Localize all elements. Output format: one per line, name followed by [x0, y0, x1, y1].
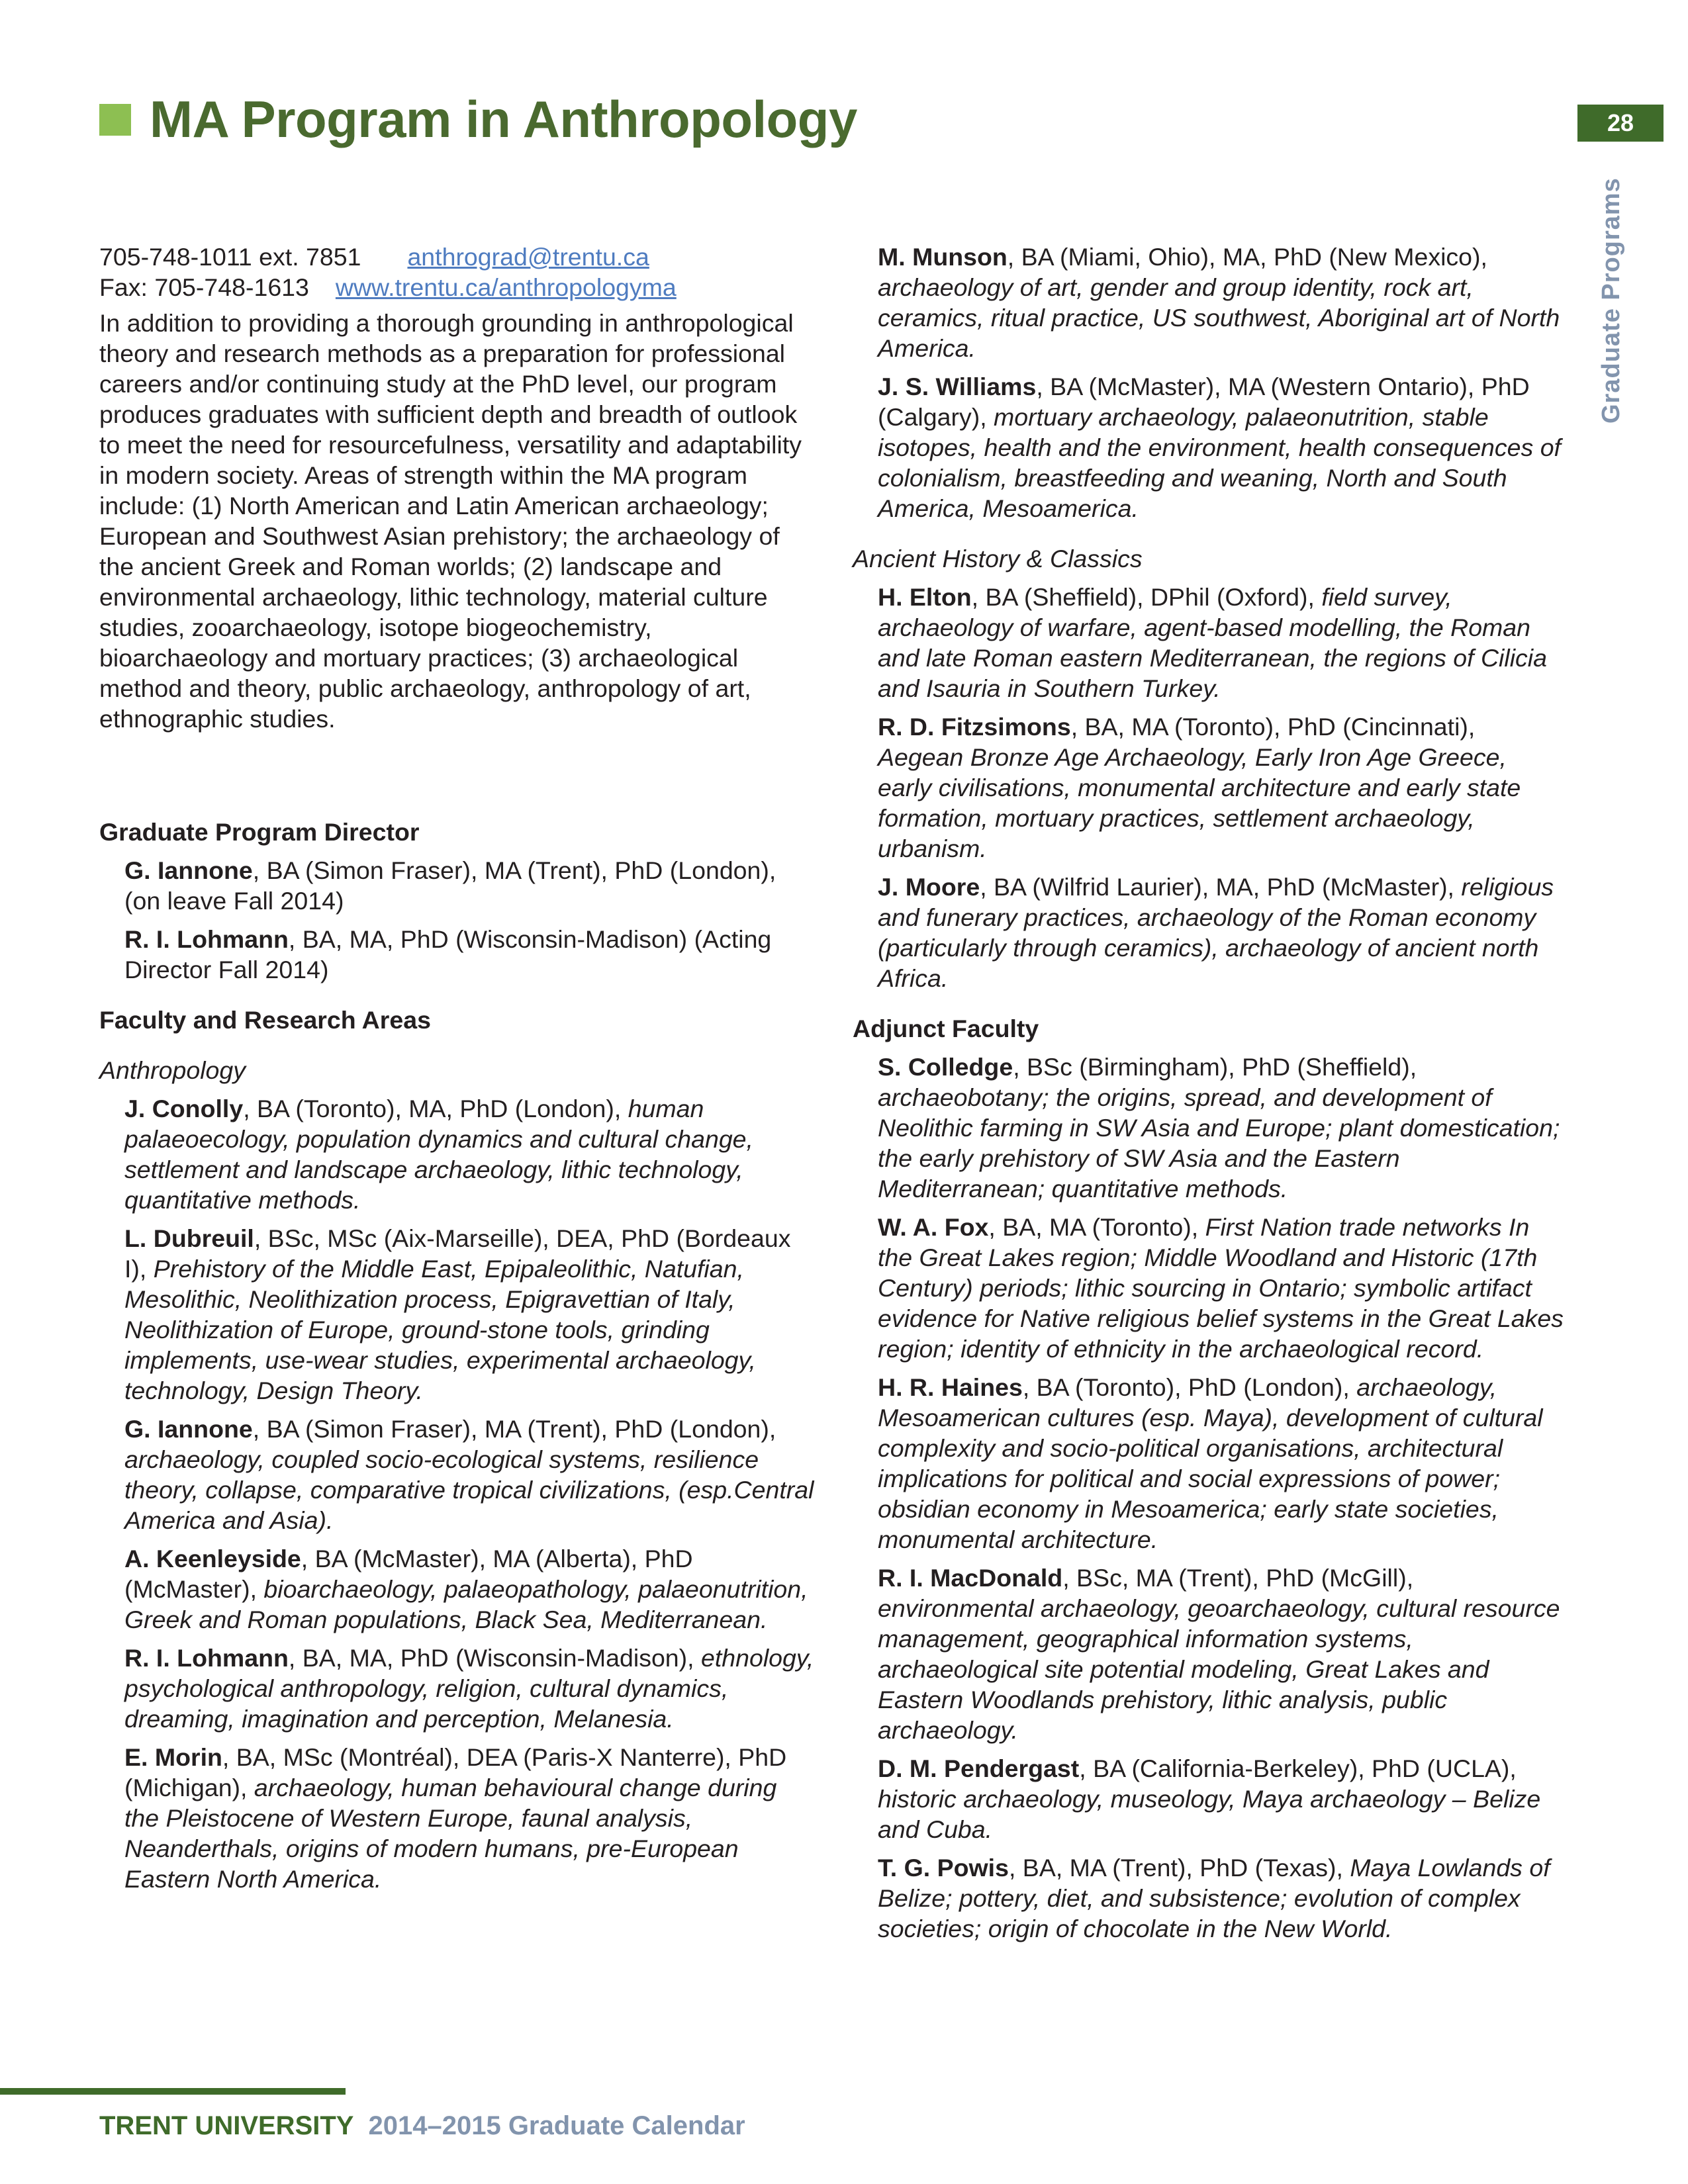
- faculty-credentials: , BA (Toronto), PhD (London),: [1022, 1373, 1357, 1401]
- faculty-entry: [878, 1052, 1564, 1204]
- faculty-name: J. Moore: [878, 873, 980, 901]
- faculty-entry: [878, 711, 1564, 864]
- faculty-research-areas: archaeology, human behavioural change during the Pleistocene of Western Europe, faunal analysis, Neanderthals, origins of modern humans, pre-European Eastern North America.: [124, 1774, 777, 1893]
- faculty-research-areas: Prehistory of the Middle East, Epipaleolithic, Natufian, Mesolithic, Neolithization process, Epigravettian of Italy, Neolithization of Europe, ground-stone tools, grinding implements, use-wear studies, experimental archaeology, technology, Design Theory.: [124, 1255, 756, 1404]
- faculty-entry: [878, 1852, 1564, 1944]
- faculty-entry: [124, 855, 818, 916]
- faculty-research-areas: archaeology of art, gender and group identity, rock art, ceramics, ritual practice, US southwest, Aboriginal art of North America.: [878, 273, 1560, 362]
- faculty-credentials: , BA (Wilfrid Laurier), MA, PhD (McMaster),: [980, 873, 1462, 901]
- faculty-entry: [124, 1414, 818, 1535]
- faculty-name: R. I. MacDonald: [878, 1564, 1063, 1592]
- faculty-entry: [124, 1643, 818, 1734]
- left-column: [99, 242, 818, 1894]
- faculty-name: S. Colledge: [878, 1053, 1013, 1081]
- faculty-credentials: , BA, MA, PhD (Wisconsin-Madison) (Acting Director Fall 2014): [124, 925, 772, 983]
- faculty-name: L. Dubreuil: [124, 1224, 254, 1252]
- faculty-name: R. I. Lohmann: [124, 1644, 289, 1672]
- director-heading: Graduate Program Director: [99, 818, 420, 846]
- faculty-entry: [124, 1093, 818, 1215]
- section-side-label: Graduate Programs: [1597, 177, 1625, 424]
- faculty-credentials: , BA (Toronto), MA, PhD (London),: [243, 1095, 628, 1122]
- contact-phone-line: [99, 242, 818, 272]
- faculty-research-areas: archaeology, Mesoamerican cultures (esp. Maya), development of cultural complexity and socio-political organisations, architectural implications for political and social expressions of power; obsidian economy in Mesoamerica; early state societies, monumental architecture.: [878, 1373, 1543, 1553]
- faculty-entry: [878, 582, 1564, 704]
- footer-calendar: 2014–2015 Graduate Calendar: [368, 2111, 745, 2140]
- anthropology-faculty-list: [99, 1093, 818, 1894]
- faculty-entry: [878, 371, 1564, 523]
- fax-number: Fax: 705-748-1613: [99, 273, 309, 301]
- faculty-research-areas: Aegean Bronze Age Archaeology, Early Iron Age Greece, early civilisations, monumental architecture and early state formation, mortuary practices, settlement archaeology, urbanism.: [878, 743, 1521, 862]
- footer: [99, 2111, 745, 2141]
- faculty-entry: [124, 1543, 818, 1635]
- faculty-research-areas: ethnology, psychological anthropology, religion, cultural dynamics, dreaming, imagination and perception, Melanesia.: [124, 1644, 814, 1733]
- faculty-name: G. Iannone: [124, 856, 253, 884]
- faculty-entry: [878, 1563, 1564, 1745]
- faculty-name: D. M. Pendergast: [878, 1754, 1080, 1782]
- faculty-credentials: , BA, MA (Toronto),: [988, 1213, 1205, 1241]
- email-link[interactable]: anthrograd@trentu.ca: [407, 243, 649, 271]
- faculty-credentials: , BA (Simon Fraser), MA (Trent), PhD (London),: [252, 1415, 776, 1443]
- adjunct-heading: Adjunct Faculty: [853, 1015, 1039, 1042]
- faculty-name: H. Elton: [878, 583, 972, 611]
- faculty-name: W. A. Fox: [878, 1213, 989, 1241]
- faculty-name: R. D. Fitzsimons: [878, 713, 1071, 741]
- right-column: [853, 242, 1564, 1944]
- faculty-entry: [124, 1742, 818, 1894]
- faculty-name: T. G. Powis: [878, 1854, 1009, 1882]
- faculty-credentials: , BSc (Birmingham), PhD (Sheffield),: [1013, 1053, 1417, 1081]
- phone-number: 705-748-1011 ext. 7851: [99, 243, 361, 271]
- faculty-credentials: , BA, MA, PhD (Wisconsin-Madison),: [288, 1644, 701, 1672]
- faculty-research-areas: mortuary archaeology, palaeonutrition, stable isotopes, health and the environment, health consequences of colonialism, breastfeeding and weaning, North and South America, Mesoamerica.: [878, 403, 1561, 522]
- faculty-credentials: , BA (McMaster), MA (Western Ontario), PhD (Calgary),: [878, 373, 1530, 431]
- faculty-credentials: , BA (California-Berkeley), PhD (UCLA),: [1079, 1754, 1517, 1782]
- faculty-credentials: , BA (McMaster), MA (Alberta), PhD (McMaster),: [124, 1545, 693, 1603]
- page-title-block: [99, 89, 857, 150]
- faculty-name: J. Conolly: [124, 1095, 244, 1122]
- faculty-heading: Faculty and Research Areas: [99, 1006, 431, 1034]
- page-title: MA Program in Anthropology: [150, 90, 857, 148]
- faculty-research-areas: human palaeoecology, population dynamics and cultural change, settlement and landscape archaeology, lithic technology, quantitative methods.: [124, 1095, 753, 1214]
- footer-rule: [0, 2088, 346, 2095]
- faculty-credentials: , BA, MSc (Montréal), DEA (Paris-X Nanterre), PhD (Michigan),: [124, 1743, 787, 1801]
- faculty-name: H. R. Haines: [878, 1373, 1023, 1401]
- classics-subheading: Ancient History & Classics: [853, 545, 1143, 572]
- adjunct-faculty-list: [853, 1052, 1564, 1944]
- classics-faculty-list: [853, 582, 1564, 993]
- anthropology-faculty-list-continued: [853, 242, 1564, 523]
- faculty-research-areas: bioarchaeology, palaeopathology, palaeonutrition, Greek and Roman populations, Black Sea, Mediterranean.: [124, 1575, 808, 1633]
- director-list: [99, 855, 818, 985]
- faculty-entry: [878, 1372, 1564, 1555]
- faculty-research-areas: archaeology, coupled socio-ecological systems, resilience theory, collapse, comparative tropical civilizations, (esp.Central America and Asia).: [124, 1445, 814, 1534]
- faculty-name: J. S. Williams: [878, 373, 1037, 400]
- faculty-name: G. Iannone: [124, 1415, 253, 1443]
- faculty-entry: [878, 1753, 1564, 1844]
- program-intro: In addition to providing a thorough grounding in anthropological theory and research methods as a preparation for professional careers and/or continuing study at the PhD level, our program produces graduates with sufficient depth and breadth of outlook to meet the need for resourcefulness, versatility and adaptability in modern society. Areas of strength within the MA program include: (1) North American and Latin American archaeology; European and Southwest Asian prehistory; the archaeology of the ancient Greek and Roman worlds; (2) landscape and environmental archaeology, lithic technology, material culture studies, zooarchaeology, isotope biogeochemistry, bioarchaeology and mortuary practices; (3) archaeological method and theory, public archaeology, anthropology of art, ethnographic studies.: [99, 309, 802, 733]
- faculty-entry: [124, 1223, 818, 1406]
- faculty-research-areas: field survey, archaeology of warfare, agent-based modelling, the Roman and late Roman eastern Mediterranean, the regions of Cilicia and Isauria in Southern Turkey.: [878, 583, 1547, 702]
- contact-fax-line: [99, 272, 818, 302]
- faculty-research-areas: religious and funerary practices, archaeology of the Roman economy (particularly through ceramics), archaeology of ancient north Africa.: [878, 873, 1554, 992]
- faculty-credentials: , BA (Sheffield), DPhil (Oxford),: [971, 583, 1322, 611]
- footer-university: TRENT UNIVERSITY: [99, 2111, 354, 2140]
- faculty-entry: [878, 242, 1564, 363]
- faculty-credentials: , BA, MA (Toronto), PhD (Cincinnati),: [1070, 713, 1476, 741]
- anthropology-subheading: Anthropology: [99, 1056, 246, 1084]
- faculty-research-areas: environmental archaeology, geoarchaeology, cultural resource management, geographical information systems, archaeological site potential modeling, Great Lakes and Eastern Woodlands prehistory, lithic analysis, public archaeology.: [878, 1594, 1560, 1744]
- faculty-research-areas: First Nation trade networks In the Great Lakes region; Middle Woodland and Historic (17th Century) periods; lithic sourcing in Ontario; symbolic artifact evidence for Native religious belief systems in the Great Lakes region; identity of ethnicity in the archaeological record.: [878, 1213, 1564, 1363]
- faculty-credentials: , BA, MA (Trent), PhD (Texas),: [1008, 1854, 1350, 1882]
- website-link[interactable]: www.trentu.ca/anthropologyma: [335, 273, 677, 301]
- faculty-credentials: , BA (Simon Fraser), MA (Trent), PhD (London), (on leave Fall 2014): [124, 856, 776, 915]
- faculty-credentials: , BA (Miami, Ohio), MA, PhD (New Mexico),: [1007, 243, 1487, 271]
- faculty-name: M. Munson: [878, 243, 1008, 271]
- faculty-entry: [878, 872, 1564, 993]
- faculty-entry: [124, 924, 818, 985]
- faculty-research-areas: Maya Lowlands of Belize; pottery, diet, and subsistence; evolution of complex societies; origin of chocolate in the New World.: [878, 1854, 1550, 1942]
- faculty-research-areas: historic archaeology, museology, Maya archaeology – Belize and Cuba.: [878, 1785, 1541, 1843]
- title-square-marker: [99, 104, 131, 136]
- faculty-research-areas: archaeobotany; the origins, spread, and development of Neolithic farming in SW Asia and Europe; plant domestication; the early prehistory of SW Asia and the Eastern Mediterranean; quantitative methods.: [878, 1083, 1560, 1203]
- faculty-credentials: , BSc, MSc (Aix-Marseille), DEA, PhD (Bordeaux I),: [124, 1224, 791, 1283]
- faculty-name: R. I. Lohmann: [124, 925, 289, 953]
- faculty-credentials: , BSc, MA (Trent), PhD (McGill),: [1062, 1564, 1414, 1592]
- faculty-name: E. Morin: [124, 1743, 222, 1771]
- faculty-name: A. Keenleyside: [124, 1545, 301, 1572]
- faculty-entry: [878, 1212, 1564, 1364]
- page-number-badge: 28: [1577, 105, 1664, 142]
